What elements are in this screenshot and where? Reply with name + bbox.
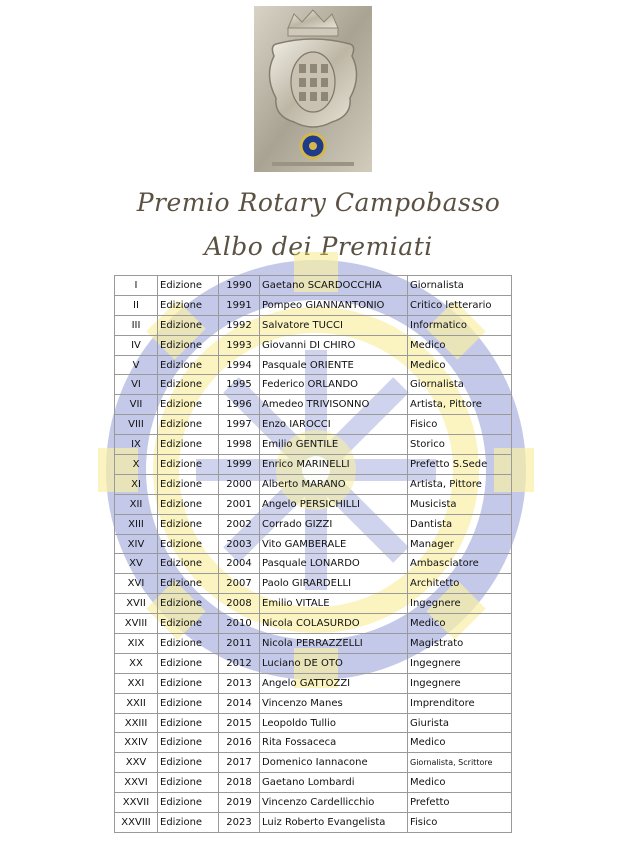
edition-year: 1992 (219, 315, 260, 335)
winner-profession: Prefetto (408, 793, 512, 813)
edition-number: XXVIII (115, 813, 158, 833)
winner-profession: Medico (408, 335, 512, 355)
table-row (115, 753, 512, 773)
page-title: Premio Rotary Campobasso (136, 188, 501, 217)
edition-label: Edizione (158, 793, 219, 813)
winner-profession: Medico (408, 773, 512, 793)
winner-name: Enrico MARINELLI (260, 455, 408, 475)
winner-profession: Giornalista, Scrittore (408, 753, 512, 773)
winner-profession: Artista, Pittore (408, 474, 512, 494)
edition-year: 1997 (219, 415, 260, 435)
winner-name: Rita Fossaceca (260, 733, 408, 753)
winner-name: Corrado GIZZI (260, 514, 408, 534)
table-row (115, 335, 512, 355)
edition-number: XXV (115, 753, 158, 773)
edition-label: Edizione (158, 693, 219, 713)
table-row (115, 773, 512, 793)
winner-name: Vito GAMBERALE (260, 534, 408, 554)
edition-number: XI (115, 474, 158, 494)
edition-number: VII (115, 395, 158, 415)
table-row (115, 614, 512, 634)
edition-number: I (115, 276, 158, 296)
edition-number: X (115, 455, 158, 475)
winner-name: Leopoldo Tullio (260, 713, 408, 733)
crest-icon (254, 6, 372, 172)
edition-year: 2018 (219, 773, 260, 793)
edition-label: Edizione (158, 474, 219, 494)
table-row (115, 375, 512, 395)
edition-year: 2013 (219, 673, 260, 693)
edition-number: XVIII (115, 614, 158, 634)
table-row (115, 594, 512, 614)
edition-year: 2010 (219, 614, 260, 634)
winner-name: Luiz Roberto Evangelista (260, 813, 408, 833)
winner-name: Pasquale LONARDO (260, 554, 408, 574)
table-row (115, 435, 512, 455)
edition-number: IV (115, 335, 158, 355)
edition-number: XIX (115, 634, 158, 654)
edition-year: 2016 (219, 733, 260, 753)
edition-year: 2014 (219, 693, 260, 713)
table-row (115, 315, 512, 335)
winner-profession: Prefetto S.Sede (408, 455, 512, 475)
edition-number: XIII (115, 514, 158, 534)
edition-number: V (115, 355, 158, 375)
edition-year: 1991 (219, 295, 260, 315)
edition-label: Edizione (158, 614, 219, 634)
winner-profession: Ingegnere (408, 594, 512, 614)
winner-profession: Ingegnere (408, 673, 512, 693)
premiati-table (114, 275, 512, 833)
edition-label: Edizione (158, 733, 219, 753)
edition-label: Edizione (158, 653, 219, 673)
edition-number: XXVII (115, 793, 158, 813)
edition-label: Edizione (158, 315, 219, 335)
table-row (115, 653, 512, 673)
edition-number: XXVI (115, 773, 158, 793)
winner-profession: Musicista (408, 494, 512, 514)
edition-year: 2008 (219, 594, 260, 614)
winner-name: Emilio GENTILE (260, 435, 408, 455)
edition-label: Edizione (158, 634, 219, 654)
winner-profession: Giurista (408, 713, 512, 733)
table-row (115, 534, 512, 554)
winner-profession: Manager (408, 534, 512, 554)
edition-year: 2017 (219, 753, 260, 773)
edition-number: XXIII (115, 713, 158, 733)
edition-label: Edizione (158, 395, 219, 415)
edition-label: Edizione (158, 773, 219, 793)
winner-profession: Artista, Pittore (408, 395, 512, 415)
edition-number: XXI (115, 673, 158, 693)
table-row (115, 474, 512, 494)
winner-profession: Medico (408, 614, 512, 634)
winner-name: Nicola COLASURDO (260, 614, 408, 634)
edition-number: II (115, 295, 158, 315)
winner-name: Pompeo GIANNANTONIO (260, 295, 408, 315)
table-row (115, 733, 512, 753)
edition-number: XVI (115, 574, 158, 594)
edition-label: Edizione (158, 673, 219, 693)
table-row (115, 415, 512, 435)
table-row (115, 713, 512, 733)
edition-year: 2002 (219, 514, 260, 534)
page-subtitle: Albo dei Premiati (204, 232, 433, 261)
edition-year: 2019 (219, 793, 260, 813)
edition-year: 2004 (219, 554, 260, 574)
edition-label: Edizione (158, 375, 219, 395)
winner-name: Emilio VITALE (260, 594, 408, 614)
edition-label: Edizione (158, 813, 219, 833)
edition-label: Edizione (158, 355, 219, 375)
edition-number: XX (115, 653, 158, 673)
edition-number: XV (115, 554, 158, 574)
edition-label: Edizione (158, 574, 219, 594)
table-row (115, 514, 512, 534)
winner-profession: Ingegnere (408, 653, 512, 673)
edition-label: Edizione (158, 276, 219, 296)
table-row (115, 355, 512, 375)
winner-name: Federico ORLANDO (260, 375, 408, 395)
table-row (115, 813, 512, 833)
winner-name: Salvatore TUCCI (260, 315, 408, 335)
winner-profession: Informatico (408, 315, 512, 335)
winner-name: Pasquale ORIENTE (260, 355, 408, 375)
winner-name: Enzo IAROCCI (260, 415, 408, 435)
edition-label: Edizione (158, 494, 219, 514)
edition-label: Edizione (158, 435, 219, 455)
edition-number: VI (115, 375, 158, 395)
winner-name: Alberto MARANO (260, 474, 408, 494)
edition-label: Edizione (158, 534, 219, 554)
edition-year: 1998 (219, 435, 260, 455)
winner-profession: Storico (408, 435, 512, 455)
winner-profession: Fisico (408, 813, 512, 833)
edition-label: Edizione (158, 335, 219, 355)
table-row (115, 574, 512, 594)
winner-profession: Critico letterario (408, 295, 512, 315)
edition-year: 2001 (219, 494, 260, 514)
edition-year: 1993 (219, 335, 260, 355)
winner-name: Luciano DE OTO (260, 653, 408, 673)
winner-name: Vincenzo Cardellicchio (260, 793, 408, 813)
winner-name: Giovanni DI CHIRO (260, 335, 408, 355)
edition-label: Edizione (158, 594, 219, 614)
winner-profession: Giornalista (408, 375, 512, 395)
edition-number: XXIV (115, 733, 158, 753)
edition-year: 2012 (219, 653, 260, 673)
edition-year: 1999 (219, 455, 260, 475)
winner-name: Gaetano SCARDOCCHIA (260, 276, 408, 296)
table-row (115, 793, 512, 813)
edition-number: III (115, 315, 158, 335)
edition-number: XVII (115, 594, 158, 614)
table-row (115, 276, 512, 296)
winner-profession: Dantista (408, 514, 512, 534)
winner-profession: Fisico (408, 415, 512, 435)
edition-year: 2015 (219, 713, 260, 733)
winner-profession: Ambasciatore (408, 554, 512, 574)
edition-label: Edizione (158, 753, 219, 773)
table-row (115, 634, 512, 654)
edition-year: 2011 (219, 634, 260, 654)
edition-number: XIV (115, 534, 158, 554)
table-row (115, 395, 512, 415)
winner-name: Paolo GIRARDELLI (260, 574, 408, 594)
winner-name: Domenico Iannacone (260, 753, 408, 773)
winner-profession: Medico (408, 733, 512, 753)
winner-name: Amedeo TRIVISONNO (260, 395, 408, 415)
edition-number: VIII (115, 415, 158, 435)
edition-label: Edizione (158, 713, 219, 733)
winner-name: Nicola PERRAZZELLI (260, 634, 408, 654)
edition-label: Edizione (158, 415, 219, 435)
edition-year: 2023 (219, 813, 260, 833)
edition-label: Edizione (158, 455, 219, 475)
edition-label: Edizione (158, 514, 219, 534)
winner-name: Gaetano Lombardi (260, 773, 408, 793)
winner-profession: Magistrato (408, 634, 512, 654)
edition-label: Edizione (158, 295, 219, 315)
winner-name: Vincenzo Manes (260, 693, 408, 713)
edition-year: 1996 (219, 395, 260, 415)
winner-profession: Architetto (408, 574, 512, 594)
winner-profession: Imprenditore (408, 693, 512, 713)
edition-year: 1990 (219, 276, 260, 296)
edition-year: 1994 (219, 355, 260, 375)
table-row (115, 693, 512, 713)
edition-year: 1995 (219, 375, 260, 395)
edition-number: XXII (115, 693, 158, 713)
edition-year: 2003 (219, 534, 260, 554)
winner-profession: Medico (408, 355, 512, 375)
edition-year: 2007 (219, 574, 260, 594)
edition-year: 2000 (219, 474, 260, 494)
edition-label: Edizione (158, 554, 219, 574)
table-row (115, 455, 512, 475)
winner-profession: Giornalista (408, 276, 512, 296)
table-row (115, 554, 512, 574)
edition-number: IX (115, 435, 158, 455)
edition-number: XII (115, 494, 158, 514)
table-row (115, 494, 512, 514)
winner-name: Angelo GATTOZZI (260, 673, 408, 693)
table-row (115, 295, 512, 315)
winner-name: Angelo PERSICHILLI (260, 494, 408, 514)
table-row (115, 673, 512, 693)
